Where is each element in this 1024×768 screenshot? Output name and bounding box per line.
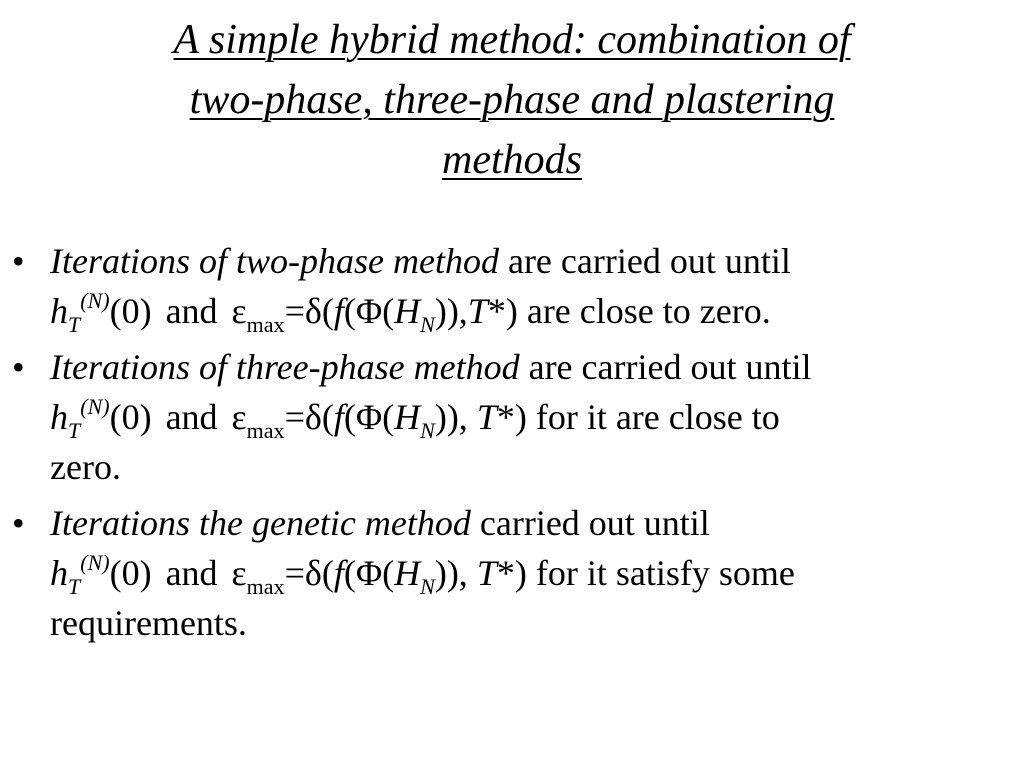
formula-h-sub: T bbox=[68, 418, 81, 443]
formula-close: )), bbox=[434, 291, 468, 331]
formula-epsilon-sub: max bbox=[246, 574, 285, 599]
formula-phi: (Φ( bbox=[343, 397, 395, 437]
formula-h: h bbox=[50, 397, 68, 437]
bullet-item-three-phase bbox=[0, 342, 1024, 492]
bullet-lead-text: carried out until bbox=[470, 503, 710, 543]
formula-and: and bbox=[165, 553, 218, 593]
formula-H: H bbox=[394, 553, 421, 593]
formula-H-sub: N bbox=[420, 312, 435, 337]
formula-epsilon: ε bbox=[231, 553, 247, 593]
bullet-line-1 bbox=[50, 342, 1024, 392]
formula-and: and bbox=[165, 397, 218, 437]
formula-h-sup: (N) bbox=[80, 550, 110, 575]
formula-T: T bbox=[476, 397, 497, 437]
formula-H-sub: N bbox=[420, 418, 435, 443]
formula-eq: =δ( bbox=[284, 291, 334, 331]
formula-zero-arg: (0) bbox=[109, 397, 152, 437]
formula-H-sub: N bbox=[420, 574, 435, 599]
bullet-icon: • bbox=[12, 241, 25, 281]
formula-epsilon: ε bbox=[231, 397, 247, 437]
bullet-formula-line bbox=[50, 392, 1024, 442]
formula-h-sup: (N) bbox=[80, 288, 110, 313]
title-line-1: A simple hybrid method: combination of bbox=[173, 17, 851, 63]
formula-h: h bbox=[50, 291, 68, 331]
bullet-tail-text: are close to zero. bbox=[517, 291, 771, 331]
title-line-3: methods bbox=[442, 137, 582, 183]
formula-H: H bbox=[394, 291, 421, 331]
formula-T: T bbox=[467, 291, 488, 331]
formula-epsilon-sub: max bbox=[246, 418, 285, 443]
bullet-lead-italic: Iterations of three-phase method bbox=[50, 347, 520, 387]
bullet-lead-italic: Iterations the genetic method bbox=[50, 503, 471, 543]
formula-eq: =δ( bbox=[284, 397, 334, 437]
formula-f: f bbox=[333, 397, 344, 437]
formula-eq: =δ( bbox=[284, 553, 334, 593]
bullet-line-1 bbox=[50, 498, 1024, 548]
bullet-line-3: zero. bbox=[50, 447, 121, 487]
formula-close: )), bbox=[434, 553, 477, 593]
bullet-formula-line bbox=[50, 548, 1024, 598]
bullet-lead-text: are carried out until bbox=[519, 347, 812, 387]
bullet-lead-italic: Iterations of two-phase method bbox=[50, 241, 499, 281]
formula-zero-arg: (0) bbox=[109, 291, 152, 331]
bullet-item-genetic bbox=[0, 498, 1024, 648]
bullet-lead-text: are carried out until bbox=[498, 241, 791, 281]
formula-h-sup: (N) bbox=[80, 394, 110, 419]
title-line-2: two-phase, three-phase and plastering bbox=[189, 77, 835, 123]
bullet-list bbox=[0, 236, 1024, 648]
bullet-item-two-phase bbox=[0, 236, 1024, 336]
formula-close: )), bbox=[434, 397, 477, 437]
formula-epsilon-sub: max bbox=[246, 312, 285, 337]
bullet-tail-text: for it satisfy some bbox=[526, 553, 795, 593]
formula-H: H bbox=[394, 397, 421, 437]
bullet-icon: • bbox=[12, 503, 25, 543]
formula-h: h bbox=[50, 553, 68, 593]
slide-title bbox=[40, 10, 984, 190]
formula-T: T bbox=[476, 553, 497, 593]
formula-f: f bbox=[333, 553, 344, 593]
formula-h-sub: T bbox=[68, 312, 81, 337]
formula-phi: (Φ( bbox=[343, 553, 395, 593]
formula-phi: (Φ( bbox=[343, 291, 395, 331]
formula-star: *) bbox=[496, 553, 527, 593]
formula-f: f bbox=[333, 291, 344, 331]
bullet-tail-text: for it are close to bbox=[526, 397, 780, 437]
formula-star: *) bbox=[487, 291, 518, 331]
formula-zero-arg: (0) bbox=[109, 553, 152, 593]
bullet-line-3: requirements. bbox=[50, 603, 247, 643]
bullet-formula-line bbox=[50, 286, 1024, 336]
formula-h-sub: T bbox=[68, 574, 81, 599]
formula-star: *) bbox=[496, 397, 527, 437]
bullet-icon: • bbox=[12, 347, 25, 387]
formula-and: and bbox=[165, 291, 218, 331]
bullet-line-1 bbox=[50, 236, 1024, 286]
formula-epsilon: ε bbox=[231, 291, 247, 331]
